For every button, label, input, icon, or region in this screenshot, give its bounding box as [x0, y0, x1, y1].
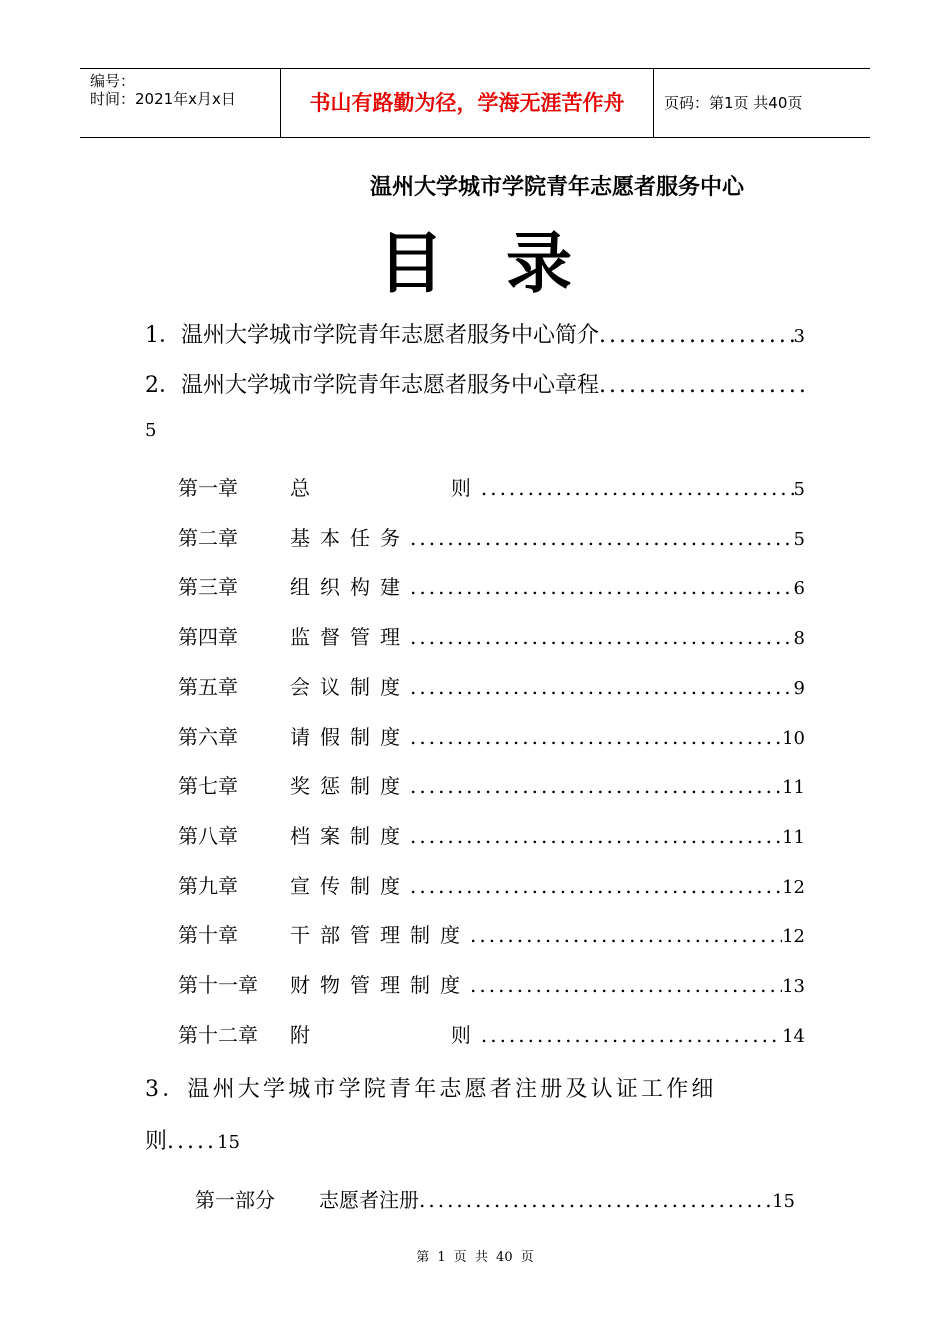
toc-chapter-row[interactable]: [178, 571, 805, 600]
toc-chapter-label: 第十二章: [178, 1022, 258, 1047]
toc-chapter-name: 会议制度: [290, 674, 410, 699]
toc-chapter-row[interactable]: [178, 870, 805, 899]
toc-leader: [410, 824, 782, 848]
page-code: 页码：第1页 共40页: [664, 94, 803, 112]
toc-chapter-label: 第六章: [178, 724, 238, 749]
toc-chapter-label: 第四章: [178, 625, 238, 650]
toc-chapter-row[interactable]: [178, 721, 805, 750]
toc-chapter-row[interactable]: [178, 919, 805, 948]
time-label: 时间：2021年x月x日: [90, 90, 236, 108]
toc-leader: [167, 1129, 217, 1154]
toc-chapter-page: 6: [793, 578, 805, 600]
toc-chapter-name: 总 则: [290, 476, 481, 500]
toc-chapter-page: 8: [793, 628, 805, 650]
toc-chapter-label: 第十章: [178, 923, 238, 948]
toc-chapter-page: 12: [782, 876, 805, 898]
toc-item-3-line1[interactable]: 3．温州大学城市学院青年志愿者注册及认证工作细: [145, 1077, 717, 1102]
toc-leader: [410, 774, 782, 798]
toc-chapter-page: 14: [782, 1025, 805, 1047]
toc-leader: [481, 1023, 782, 1047]
toc-chapter-page: 9: [793, 677, 805, 699]
toc-chapter-page: 11: [782, 777, 805, 799]
toc-leader: [470, 923, 782, 947]
toc-leader: [410, 874, 782, 898]
page-footer: 第 1 页 共 40 页: [416, 1250, 534, 1265]
toc-item-3-line2[interactable]: [145, 1124, 240, 1155]
toc-chapter-row[interactable]: [178, 621, 805, 650]
toc-chapter-label: 第九章: [178, 873, 238, 898]
toc-item-text: 1．温州大学城市学院青年志愿者服务中心简介: [145, 323, 599, 348]
toc-leader: [410, 675, 794, 699]
toc-chapter-name: 宣传制度: [290, 873, 410, 898]
toc-leader: [410, 725, 782, 749]
header-table: [80, 68, 870, 138]
toc-leader: [599, 323, 794, 348]
toc-chapter-name: 奖惩制度: [290, 774, 410, 799]
toc-chapter-page: 13: [782, 976, 805, 997]
page-title: 目录: [378, 225, 634, 302]
toc-chapter-name: 请假制度: [290, 724, 410, 749]
toc-chapter-page: 11: [782, 826, 805, 848]
toc-part-label: 第一部分: [195, 1188, 275, 1212]
toc-chapter-name: 干部管理制度: [290, 923, 470, 948]
toc-chapter-row[interactable]: [178, 820, 805, 849]
toc-chapter-row[interactable]: [178, 969, 805, 998]
motto: 书山有路勤为径，学海无涯苦作舟: [281, 69, 654, 137]
toc-part-name: 志愿者注册: [319, 1188, 419, 1212]
toc-part-page: 15: [772, 1191, 795, 1212]
toc-chapter-row[interactable]: [178, 522, 805, 551]
toc-chapter-name: 财物管理制度: [290, 973, 470, 997]
toc-chapter-label: 第十一章: [178, 973, 258, 997]
toc-chapter-label: 第二章: [178, 525, 238, 550]
toc-item-text: 2．温州大学城市学院青年志愿者服务中心章程: [145, 373, 599, 398]
toc-part-1[interactable]: [195, 1184, 795, 1213]
toc-chapter-label: 第八章: [178, 823, 238, 848]
toc-chapter-row[interactable]: [178, 472, 805, 501]
toc-leader: [419, 1188, 772, 1212]
toc-chapter-label: 第七章: [178, 774, 238, 799]
toc-leader: [470, 973, 782, 997]
toc-leader: [599, 373, 805, 398]
toc-chapter-row[interactable]: [178, 770, 805, 799]
header-meta-cell: [80, 69, 281, 137]
toc-chapter-name: 基本任务: [290, 525, 410, 550]
number-label: 编号：: [90, 72, 136, 90]
toc-chapter-page: 10: [782, 727, 805, 749]
toc-chapter-row[interactable]: [178, 671, 805, 700]
toc-chapter-page: 5: [793, 479, 805, 500]
toc-chapter-name: 档案制度: [290, 823, 410, 848]
toc-item-page: 15: [217, 1132, 240, 1153]
toc-chapter-name: 组织构建: [290, 575, 410, 600]
toc-chapter-label: 第一章: [178, 476, 238, 500]
toc-chapter-page: 12: [782, 926, 805, 948]
organization-name: 温州大学城市学院青年志愿者服务中心: [370, 175, 745, 200]
toc-leader: [481, 476, 794, 500]
toc-item-1[interactable]: [145, 318, 805, 349]
toc-leader: [410, 526, 794, 550]
toc-chapter-label: 第五章: [178, 674, 238, 699]
toc-leader: [410, 625, 794, 649]
toc-item-2-page: 5: [145, 420, 157, 441]
toc-chapter-name: 附 则: [290, 1022, 481, 1047]
toc-item-2[interactable]: [145, 368, 805, 399]
toc-chapter-row[interactable]: [178, 1019, 805, 1048]
toc-chapter-name: 监督管理: [290, 625, 410, 650]
toc-chapter-page: 5: [793, 528, 805, 550]
toc-item-text: 则: [145, 1129, 168, 1154]
toc-item-page: 3: [793, 326, 805, 347]
toc-leader: [410, 575, 794, 599]
toc-chapter-label: 第三章: [178, 575, 238, 600]
